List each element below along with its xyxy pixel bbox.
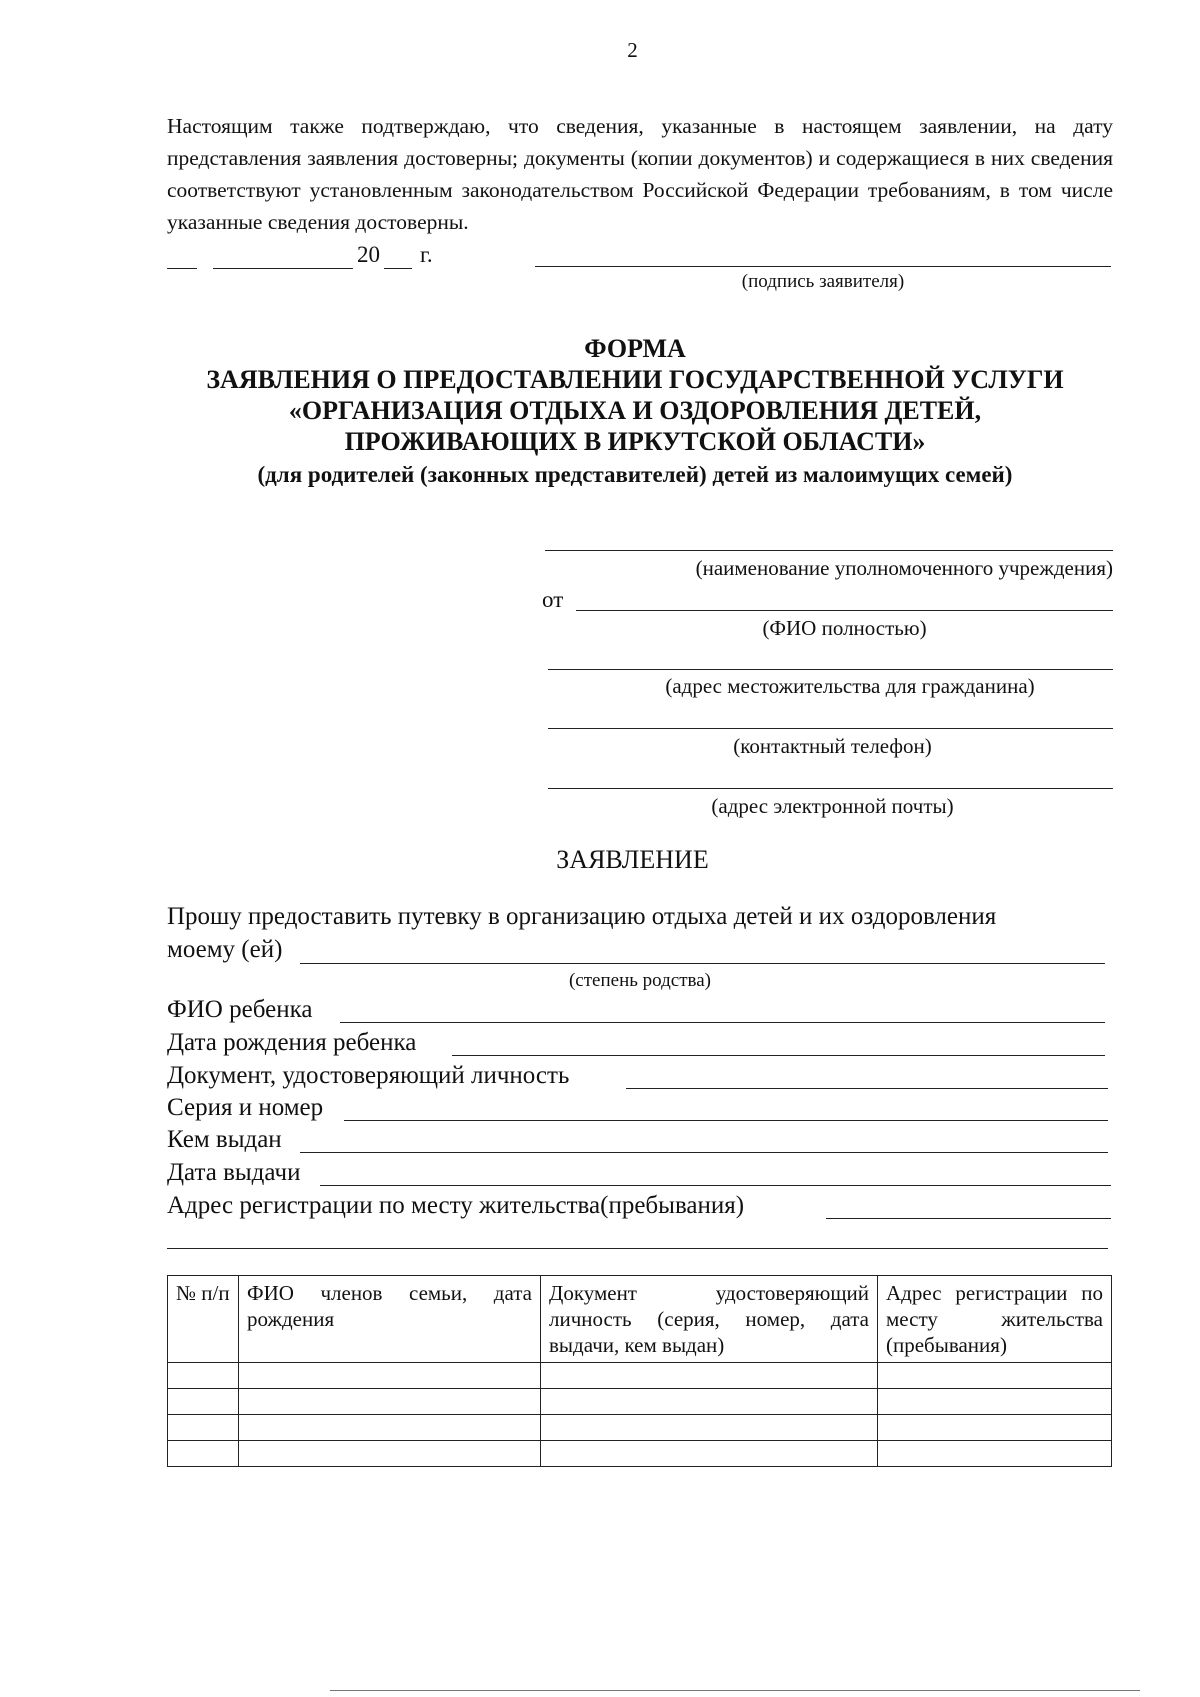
table-row <box>168 1363 1112 1389</box>
from-label: от <box>542 587 564 612</box>
request-text: Прошу предоставить путевку в организацию отдыха детей и их оздоровления <box>167 903 997 930</box>
table-cell[interactable] <box>239 1415 541 1441</box>
address-blank[interactable] <box>548 669 1113 670</box>
relation-label: моему (ей) <box>167 936 283 963</box>
table-cell[interactable] <box>168 1415 239 1441</box>
child-birthdate-label: Дата рождения ребенка <box>167 1029 417 1056</box>
address-caption: (адрес местожительства для гражданина) <box>665 674 1035 698</box>
table-row <box>168 1389 1112 1415</box>
page-number: 2 <box>627 38 638 62</box>
issue-date-blank[interactable] <box>320 1185 1111 1186</box>
registration-address-label: Адрес регистрации по месту жительства(пребывания) <box>167 1192 745 1219</box>
form-subtitle-line-2: «ОРГАНИЗАЦИЯ ОТДЫХА И ОЗДОРОВЛЕНИЯ ДЕТЕЙ, <box>288 396 982 425</box>
table-cell[interactable] <box>541 1389 878 1415</box>
table-cell[interactable] <box>541 1363 878 1389</box>
header-identity-document: Документ удостоверяющий личность (серия, номер, дата выдачи, кем выдан) <box>541 1276 878 1363</box>
registration-address-blank[interactable] <box>826 1218 1111 1219</box>
table-cell[interactable] <box>878 1441 1112 1467</box>
issue-date-label: Дата выдачи <box>167 1159 301 1186</box>
month-blank[interactable] <box>213 268 353 269</box>
confirmation-paragraph: Настоящим также подтверждаю, что сведения, указанные в настоящем заявлении, на дату представления заявления достоверны; документы (копии документов) и содержащиеся в них сведения соответствуют установленным законодательством Российской Федерации требованиям, в том числе указанные сведения достоверны. <box>167 114 1113 234</box>
form-subtitle-line-4: (для родителей (законных представителей) детей из малоимущих семей) <box>257 462 1013 487</box>
institution-blank[interactable] <box>545 550 1113 551</box>
year-prefix: 20 <box>357 242 380 267</box>
header-number: № п/п <box>168 1276 239 1363</box>
scan-edge-divider <box>330 1690 1140 1691</box>
year-suffix: г. <box>420 242 433 267</box>
table-cell[interactable] <box>239 1363 541 1389</box>
identity-document-label: Документ, удостоверяющий личность <box>167 1062 570 1089</box>
table-cell[interactable] <box>878 1389 1112 1415</box>
table-cell[interactable] <box>168 1363 239 1389</box>
form-subtitle-line-1: ЗАЯВЛЕНИЯ О ПРЕДОСТАВЛЕНИИ ГОСУДАРСТВЕННОЙ УСЛУГИ <box>206 365 1064 394</box>
phone-caption: (контактный телефон) <box>733 734 932 758</box>
year-blank[interactable] <box>384 268 412 269</box>
relation-caption: (степень родства) <box>568 970 712 991</box>
form-title: ФОРМА <box>584 334 686 363</box>
signature-blank[interactable] <box>535 266 1111 267</box>
table-header-row <box>168 1276 1112 1363</box>
phone-blank[interactable] <box>548 728 1113 729</box>
family-members-table <box>167 1275 1112 1467</box>
table-row <box>168 1441 1112 1467</box>
table-cell[interactable] <box>168 1389 239 1415</box>
table-cell[interactable] <box>878 1363 1112 1389</box>
table-cell[interactable] <box>541 1441 878 1467</box>
applicant-fio-blank[interactable] <box>576 610 1113 611</box>
series-number-label: Серия и номер <box>167 1094 324 1121</box>
email-blank[interactable] <box>548 788 1113 789</box>
table-cell[interactable] <box>239 1389 541 1415</box>
day-blank[interactable] <box>167 268 197 269</box>
issued-by-label: Кем выдан <box>167 1126 282 1153</box>
header-family-member: ФИО членов семьи, дата рождения <box>239 1276 541 1363</box>
table-cell[interactable] <box>878 1415 1112 1441</box>
applicant-fio-caption: (ФИО полностью) <box>762 616 927 640</box>
table-cell[interactable] <box>239 1441 541 1467</box>
series-number-blank[interactable] <box>344 1120 1108 1121</box>
child-fio-label: ФИО ребенка <box>167 996 313 1023</box>
table-row <box>168 1415 1112 1441</box>
email-caption: (адрес электронной почты) <box>711 794 954 818</box>
identity-document-blank[interactable] <box>626 1088 1108 1089</box>
relation-blank[interactable] <box>300 963 1105 964</box>
child-fio-blank[interactable] <box>340 1022 1105 1023</box>
institution-caption: (наименование уполномоченного учреждения) <box>695 556 1113 580</box>
issued-by-blank[interactable] <box>300 1152 1108 1153</box>
application-heading: ЗАЯВЛЕНИЕ <box>556 845 709 874</box>
table-cell[interactable] <box>168 1441 239 1467</box>
form-subtitle-line-3: ПРОЖИВАЮЩИХ В ИРКУТСКОЙ ОБЛАСТИ» <box>344 427 926 456</box>
header-registration-address: Адрес регистрации по месту жительства (пребывания) <box>878 1276 1112 1363</box>
table-cell[interactable] <box>541 1415 878 1441</box>
signature-caption: (подпись заявителя) <box>741 271 905 292</box>
registration-address-blank-2[interactable] <box>167 1248 1108 1249</box>
child-birthdate-blank[interactable] <box>452 1055 1105 1056</box>
